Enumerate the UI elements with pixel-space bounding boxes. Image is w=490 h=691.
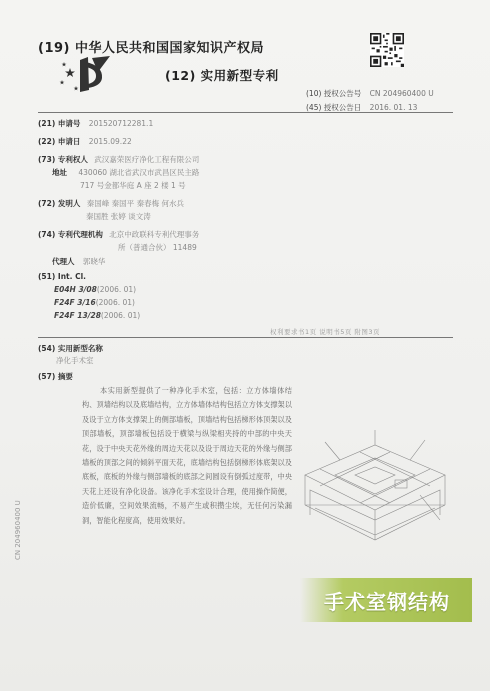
agent-row: [52, 256, 105, 267]
int-cl-code: F24F 3/16: [54, 298, 96, 307]
inventor-row: [38, 198, 184, 209]
technical-drawing: [300, 420, 450, 570]
qr-code-icon: [370, 33, 404, 67]
int-cl-version: (2006. 01): [96, 285, 137, 294]
agency-row: [38, 229, 199, 240]
patentee-label: (73) 专利权人: [38, 155, 88, 164]
agent-label: 代理人: [52, 257, 75, 266]
document-type-title: (12) 实用新型专利: [165, 68, 279, 83]
int-cl-label: [38, 272, 86, 281]
header-divider: [38, 112, 453, 113]
inventors-line-1: 秦国峰 秦国平 秦春梅 何水兵: [86, 199, 184, 208]
publication-number-label: (10) 授权公告号: [306, 89, 362, 98]
patentee-value: 武汉嘉荣医疗净化工程有限公司: [94, 155, 200, 164]
national-ip-office-emblem-icon: [58, 54, 114, 94]
publication-date-value: 2016. 01. 13: [369, 103, 418, 112]
publication-number-value: CN 204960400 U: [369, 89, 434, 98]
int-cl-label-text: (51) Int. Cl.: [38, 272, 87, 281]
int-cl-code: E04H 3/08: [54, 285, 97, 294]
page-count-info: 权利要求书1页 说明书5页 附图3页: [270, 328, 381, 336]
patentee-row: [38, 154, 199, 165]
inventor-label: (72) 发明人: [38, 199, 81, 208]
caption-banner: [300, 578, 472, 622]
caption-banner-text: 手术室钢结构: [324, 590, 450, 614]
int-cl-version: (2006. 01): [95, 298, 135, 307]
int-cl-entry: [54, 298, 135, 307]
abstract-text: 本实用新型提供了一种净化手术室，包括：立方体墙体结构、顶墙结构以及底墙结构，立方体墙体结构包括立方体支撑架以及设于立方体支撑架上的侧部墙板，顶墙结构包括梯形体顶架以及顶部墙板，顶部墙板包括设于横梁与纵梁相夹持的中部的中央天花，设于中央天花外缘的周边天花以及设于周边天花的外缘与侧部墙板的顶部之间的倾斜平面天花，底墙结构包括倒梯形体底架以及底板，底板的外缘与侧部墙板的底部之间圆设有倒弧过度带，中央天花上还设有净化设备。该净化手术室设计合理，使用操作简便，造价低廉，空间效果流畅，不易产生或积攒尘埃，无任何污染漏洞，智能化程度高，使用效果好。: [82, 386, 292, 525]
abstract-label: [38, 371, 73, 382]
application-date-row: [38, 136, 132, 147]
utility-model-name-label-text: (54) 实用新型名称: [38, 344, 103, 353]
agent-value: 郭晓华: [82, 257, 106, 266]
application-number-row: [38, 118, 153, 129]
application-date-label: (22) 申请日: [38, 137, 81, 146]
int-cl-version: (2006. 01): [100, 311, 141, 320]
application-number-value: 201520712281.1: [88, 119, 154, 128]
agency-label: (74) 专利代理机构: [38, 230, 103, 239]
application-date-value: 2015.09.22: [88, 137, 132, 146]
application-number-label: (21) 申请号: [38, 119, 81, 128]
inventors-line-2: 秦国胜 张婷 谈文涛: [86, 212, 151, 221]
int-cl-entry: [54, 311, 140, 320]
int-cl-entry: [54, 285, 136, 294]
address-label: 地址: [52, 168, 67, 177]
int-cl-code: F24F 13/28: [54, 311, 101, 320]
agency-line-1: 北京中政联科专利代理事务: [109, 230, 200, 239]
publication-number: [306, 88, 434, 99]
issuing-office: (19) 中华人民共和国国家知识产权局: [38, 41, 264, 56]
publication-date-label: (45) 授权公告日: [306, 103, 362, 112]
address-line-1: 430060 湖北省武汉市武昌区民主路: [78, 168, 200, 177]
agency-line-2: 所（普通合伙） 11489: [118, 243, 197, 252]
side-document-code: CN 204960400 U: [14, 500, 22, 560]
utility-model-name-label: [38, 343, 103, 354]
address-row: [52, 167, 199, 178]
section-divider: [38, 337, 453, 338]
abstract-label-text: (57) 摘要: [38, 372, 73, 381]
utility-model-name: 净化手术室: [56, 356, 94, 365]
address-line-2: 717 号金都华庭 A 座 2 楼 1 号: [80, 181, 186, 190]
